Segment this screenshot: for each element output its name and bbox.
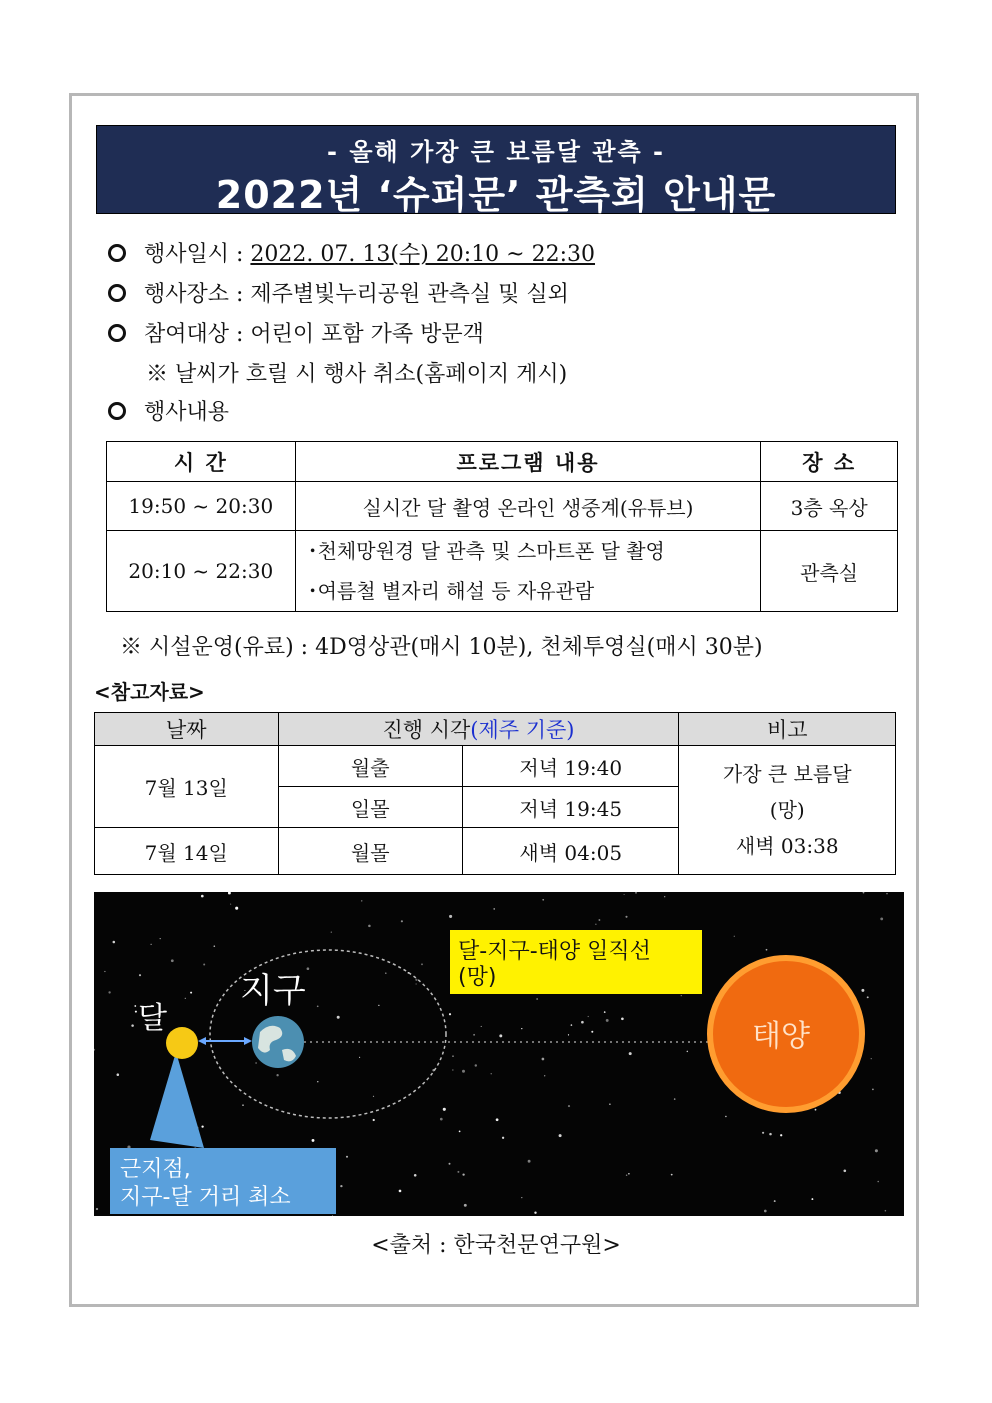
star (681, 995, 682, 996)
table-row (95, 746, 896, 787)
reference-heading: <참고자료> (94, 680, 205, 704)
content-label: 행사내용 (144, 400, 230, 425)
alignment-label-line2: (망) (458, 965, 497, 990)
star (307, 967, 310, 970)
star (872, 1089, 874, 1091)
place-cell: 3층 옥상 (761, 482, 898, 531)
moon-label: 달 (138, 1001, 167, 1036)
star (185, 998, 186, 999)
star (629, 1052, 632, 1055)
star (373, 1096, 374, 1097)
banner-subtitle: - 올해 가장 큰 보름달 관측 - (327, 138, 665, 166)
star (664, 896, 665, 897)
star (317, 1081, 318, 1082)
star (361, 900, 362, 901)
star (491, 1073, 492, 1074)
note-cell (679, 746, 896, 875)
star (886, 893, 887, 894)
star (875, 1149, 878, 1152)
column-header (278, 713, 679, 746)
column-header: 장 소 (761, 442, 898, 482)
star (598, 919, 600, 921)
star (481, 1026, 482, 1027)
date-value: 2022. 07. 13(수) 20:10 ~ 22:30 (250, 242, 596, 267)
star (201, 1125, 203, 1127)
star (521, 1028, 522, 1029)
star (604, 1011, 606, 1013)
star (625, 916, 627, 918)
star (559, 1134, 562, 1137)
content-cell: 실시간 달 촬영 온라인 생중계(유튜브) (295, 482, 761, 531)
star (414, 1174, 417, 1177)
star (624, 894, 625, 895)
star (877, 1181, 879, 1183)
star (346, 1156, 348, 1158)
place-text: 행사장소 : 제주별빛누리공원 관측실 및 실외 (144, 282, 569, 307)
date-cell: 7월 13일 (95, 746, 279, 828)
alignment-label-line1: 달-지구-태양 일직선 (458, 939, 651, 964)
circle-bullet-icon (108, 402, 126, 420)
star (415, 979, 417, 981)
star (452, 1069, 453, 1070)
star (235, 907, 238, 910)
sun-label: 태양 (752, 1019, 810, 1054)
time-cell: 저녁 19:40 (462, 746, 679, 787)
star (337, 1016, 340, 1019)
star (621, 1017, 624, 1020)
star (331, 931, 332, 932)
star (462, 1173, 464, 1175)
table-row (107, 531, 898, 612)
star (815, 1109, 817, 1111)
star (459, 1131, 461, 1133)
star (151, 944, 152, 945)
star (687, 1051, 689, 1053)
earth-label: 지구 (240, 971, 306, 1011)
star (135, 1011, 137, 1013)
star (843, 1169, 846, 1172)
target-text: 참여대상 : 어린이 포함 가족 방문객 (144, 322, 484, 347)
star (255, 1062, 257, 1064)
star (457, 1171, 459, 1173)
info-content (108, 398, 229, 428)
star (276, 1074, 278, 1076)
star (493, 908, 495, 910)
note-line: 가장 큰 보름달 (722, 762, 852, 786)
star (774, 1200, 776, 1202)
star (568, 1034, 569, 1035)
star (399, 1190, 402, 1193)
content-cell (295, 531, 761, 612)
star (440, 1118, 443, 1121)
star (534, 1212, 536, 1214)
star (588, 1016, 589, 1017)
circle-bullet-icon (108, 284, 126, 302)
facility-note: ※ 시설운영(유료) : 4D영상관(매시 10분), 천체투영실(매시 30분) (120, 635, 763, 660)
reference-table (94, 712, 896, 875)
star (416, 984, 417, 985)
star (591, 1031, 593, 1033)
time-cell: 새벽 04:05 (462, 828, 679, 875)
star (544, 1075, 545, 1076)
star (117, 1073, 120, 1076)
moon-icon (166, 1027, 198, 1059)
table-header-row (107, 442, 898, 482)
star (606, 1019, 609, 1022)
event-cell: 월몰 (278, 828, 462, 875)
star (766, 949, 768, 951)
star (312, 1139, 315, 1142)
column-header: 프로그램 내용 (295, 442, 761, 482)
star (134, 1005, 136, 1007)
star (443, 1108, 446, 1111)
star (449, 1013, 451, 1015)
info-target (108, 320, 484, 350)
star (385, 972, 387, 974)
star (867, 996, 869, 998)
column-header: 날짜 (95, 713, 279, 746)
star (378, 1005, 379, 1006)
star (764, 1210, 767, 1213)
star (499, 1034, 502, 1037)
content-line: ･여름철 별자리 해설 등 자유관람 (307, 579, 595, 603)
star (131, 1024, 134, 1027)
star (861, 989, 864, 992)
star (674, 1098, 676, 1100)
program-table (106, 441, 898, 612)
event-cell: 일몰 (278, 787, 462, 828)
star (201, 895, 204, 898)
note-line: 새벽 03:38 (735, 834, 839, 858)
event-cell: 월출 (278, 746, 462, 787)
star (626, 1174, 627, 1175)
star (203, 964, 205, 966)
star (373, 1119, 375, 1121)
banner-title: 2022년 ‘슈퍼문’ 관측회 안내문 (215, 173, 777, 217)
star (96, 1208, 98, 1210)
star (449, 915, 452, 918)
star (214, 945, 216, 947)
weather-note: ※ 날씨가 흐릴 시 행사 취소(홈페이지 게시) (146, 362, 568, 387)
star (609, 1103, 610, 1104)
place-cell: 관측실 (761, 531, 898, 612)
circle-bullet-icon (108, 244, 126, 262)
star (880, 917, 883, 920)
star (242, 1104, 244, 1106)
star (421, 963, 423, 965)
star (542, 1058, 545, 1061)
time-cell: 20:10 ~ 22:30 (107, 531, 296, 612)
star (113, 941, 116, 944)
column-header: 시 간 (107, 442, 296, 482)
supermoon-diagram (94, 892, 904, 1216)
star (885, 1210, 887, 1212)
star (496, 1118, 499, 1121)
star (452, 1056, 453, 1057)
star (568, 1105, 570, 1107)
star (475, 1064, 477, 1066)
table-header-row (95, 713, 896, 746)
time-cell: 저녁 19:45 (462, 787, 679, 828)
time-header-prefix: 진행 시각 (382, 718, 471, 742)
star (190, 992, 192, 994)
perigee-label-line1: 근지점, (120, 1157, 191, 1182)
star (595, 924, 596, 925)
column-header: 비고 (679, 713, 896, 746)
star (401, 920, 403, 922)
star (359, 1057, 360, 1058)
star (160, 938, 161, 939)
perigee-label-line2: 지구-달 거리 최소 (120, 1185, 291, 1210)
date-label: 행사일시 : (144, 242, 251, 267)
star (811, 1198, 813, 1200)
star (581, 1021, 584, 1024)
star (769, 1133, 772, 1136)
date-cell: 7월 14일 (95, 828, 279, 875)
star (628, 1173, 630, 1175)
star (671, 1174, 673, 1176)
star (449, 1163, 451, 1165)
time-header-highlight: (제주 기준) (470, 718, 575, 742)
star (368, 925, 371, 928)
star (104, 971, 105, 972)
star (536, 998, 537, 999)
star (464, 1204, 467, 1207)
star (780, 1134, 782, 1136)
content-line: ･천체망원경 달 관측 및 스마트폰 달 촬영 (307, 539, 665, 563)
star (571, 1024, 573, 1026)
info-date (108, 240, 595, 270)
note-line: (망) (769, 798, 805, 822)
star (473, 1034, 475, 1036)
table-row (107, 482, 898, 531)
star (332, 1215, 333, 1216)
star (635, 892, 636, 893)
star (521, 1197, 522, 1198)
star (502, 1137, 504, 1139)
info-place (108, 280, 569, 310)
star (734, 936, 735, 937)
image-source: <출처 : 한국천문연구원> (371, 1233, 621, 1258)
star (317, 1005, 319, 1007)
star (528, 1160, 531, 1163)
star (542, 899, 544, 901)
star (171, 959, 174, 962)
star (340, 1185, 342, 1187)
star (108, 991, 110, 993)
star (462, 1070, 465, 1073)
star (230, 904, 231, 905)
time-cell: 19:50 ~ 20:30 (107, 482, 296, 531)
star (762, 1132, 764, 1134)
circle-bullet-icon (108, 324, 126, 342)
star (725, 1116, 726, 1117)
star (871, 1058, 872, 1059)
star (139, 974, 141, 976)
title-banner (96, 125, 896, 217)
